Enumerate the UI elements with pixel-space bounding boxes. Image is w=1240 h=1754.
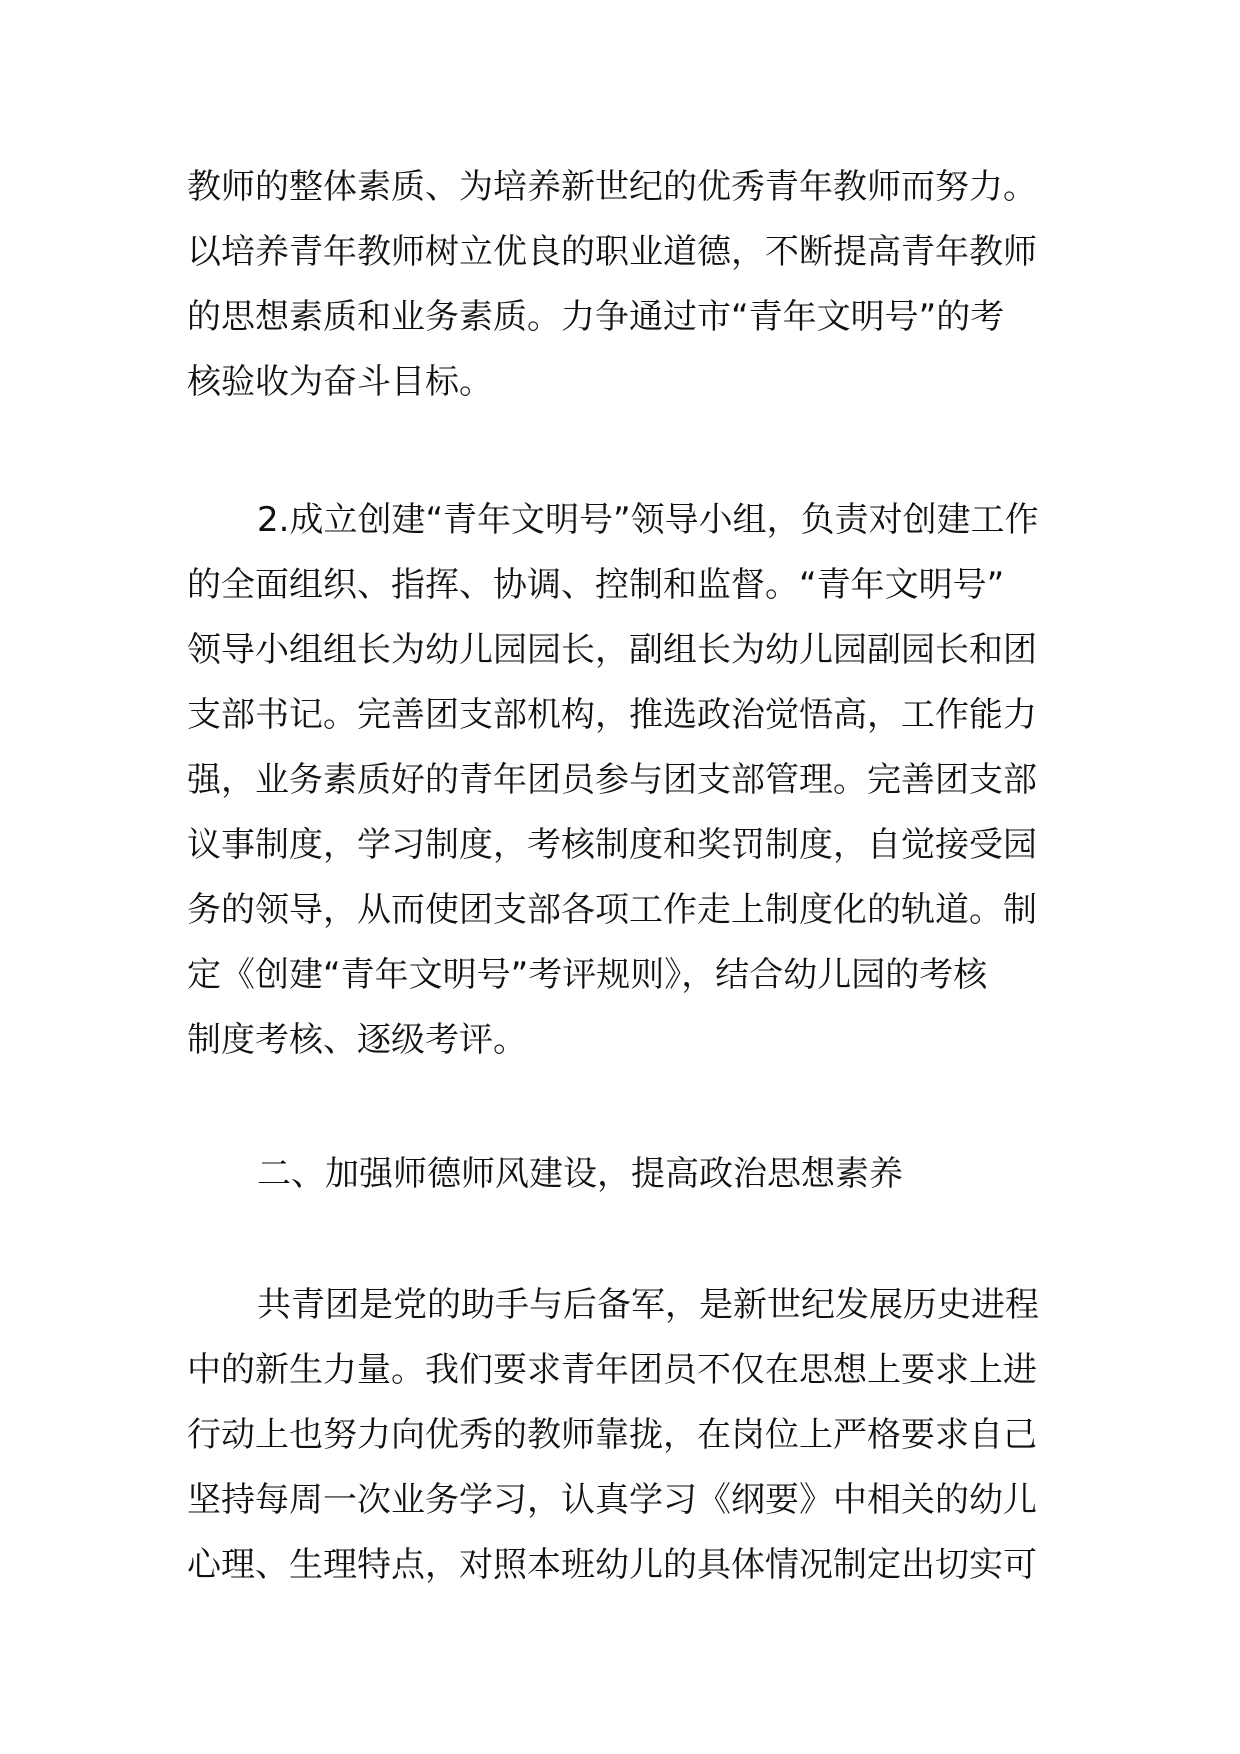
text-line: 强，业务素质好的青年团员参与团支部管理。完善团支部: [187, 760, 1037, 800]
text-line: 的全面组织、指挥、协调、控制和监督。“青年文明号”: [187, 565, 1005, 605]
text-line: 2.成立创建“青年文明号”领导小组，负责对创建工作: [257, 500, 1039, 540]
text-line: 定《创建“青年文明号”考评规则》，结合幼儿园的考核: [187, 955, 988, 995]
text-line: 领导小组组长为幼儿园园长，副组长为幼儿园副园长和团: [187, 630, 1037, 670]
text-line: 心理、生理特点，对照本班幼儿的具体情况制定出切实可: [187, 1545, 1037, 1585]
text-line: 行动上也努力向优秀的教师靠拢，在岗位上严格要求自己: [187, 1415, 1037, 1455]
text-line: 共青团是党的助手与后备军，是新世纪发展历史进程: [257, 1285, 1039, 1325]
text-line: 务的领导，从而使团支部各项工作走上制度化的轨道。制: [187, 890, 1037, 930]
heading-line: 二、加强师德师风建设，提高政治思想素养: [257, 1154, 903, 1194]
paragraph-leadership-group: [187, 488, 1053, 1073]
text-line: 的思想素质和业务素质。力争通过市“青年文明号”的考: [187, 297, 1005, 337]
text-line: 以培养青年教师树立优良的职业道德，不断提高青年教师: [187, 232, 1037, 272]
text-line: 中的新生力量。我们要求青年团员不仅在思想上要求上进: [187, 1350, 1037, 1390]
text-line: 坚持每周一次业务学习，认真学习《纲要》中相关的幼儿: [187, 1480, 1037, 1520]
text-line: 核验收为奋斗目标。: [187, 362, 493, 402]
text-line: 议事制度，学习制度，考核制度和奖罚制度，自觉接受园: [187, 825, 1037, 865]
text-line: 教师的整体素质、为培养新世纪的优秀青年教师而努力。: [187, 167, 1037, 207]
paragraph-youth-league: [187, 1273, 1053, 1598]
paragraph-goal: [187, 155, 1053, 415]
section-heading: [187, 1142, 1053, 1207]
text-line: 支部书记。完善团支部机构，推选政治觉悟高，工作能力: [187, 695, 1037, 735]
text-line: 制度考核、逐级考评。: [187, 1020, 527, 1060]
